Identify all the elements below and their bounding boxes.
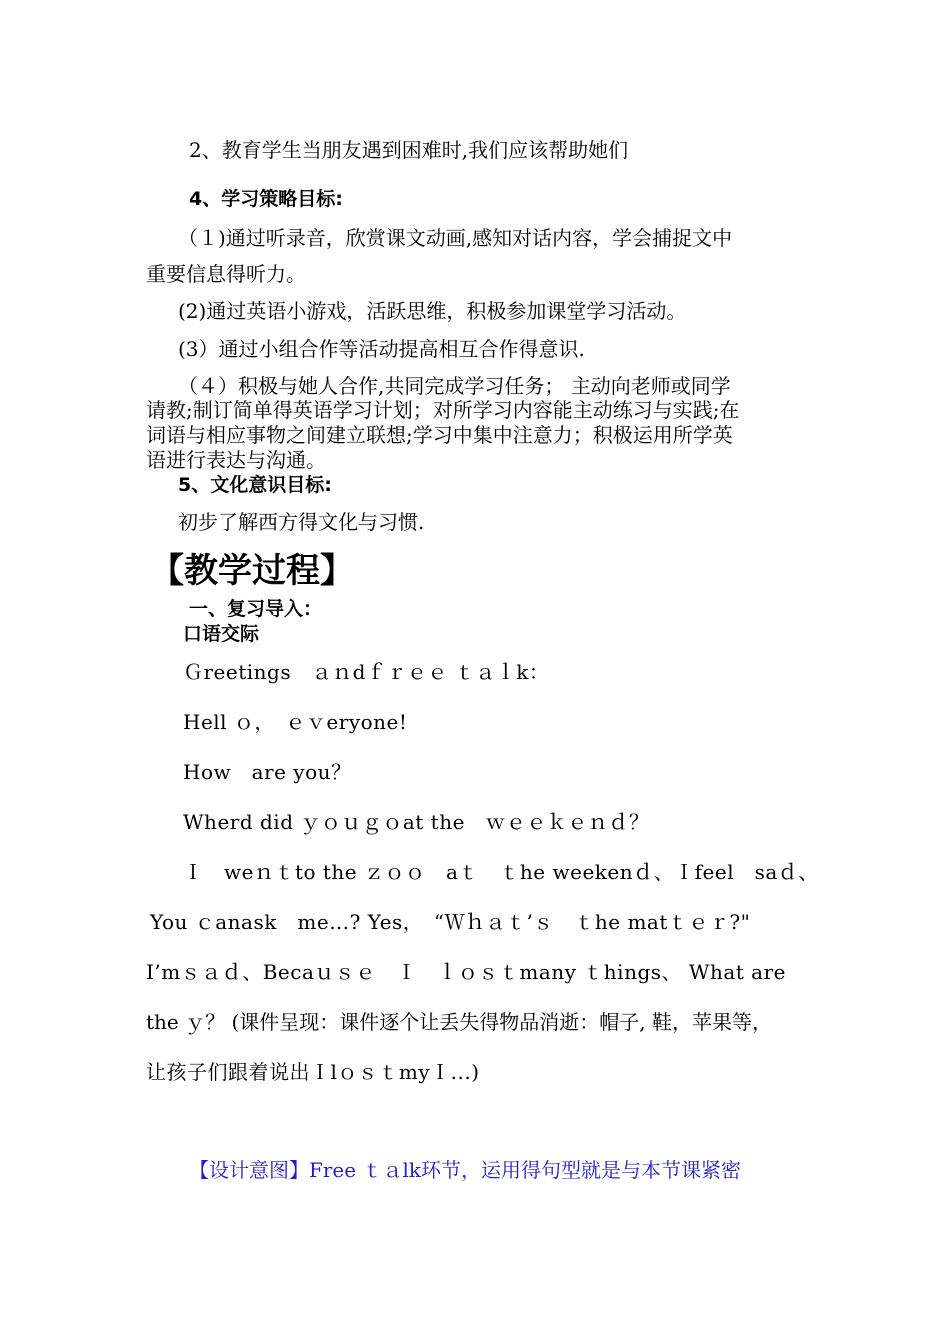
dialogue-line-9: 让孩子们跟着说出ＩlｏｓｔmyＩ...): [146, 1060, 480, 1084]
subheading-review: 一、复习导入：: [189, 598, 323, 620]
heading-learning-strategy: 4、学习策略目标:: [189, 188, 343, 210]
dialogue-line-1: Ｇreetings ａｎdｆｒｅｅ ｔａｌk：: [183, 660, 550, 684]
section-title-teaching-process: 【教学过程】: [150, 551, 354, 591]
cultural-goal-text: 初步了解西方得文化与习惯.: [178, 510, 425, 534]
design-intent-note: 【设计意图】Free ｔａlk环节，运用得句型就是与本节课紧密: [189, 1158, 741, 1182]
strategy-item-1-line1: （１)通过听录音，欣赏课文动画,感知对话内容，学会捕捉文中: [178, 226, 733, 250]
dialogue-line-3: How are you？: [183, 760, 352, 784]
dialogue-line-6: You ｃanask me…? Yes， “Ｗｈａｔ’ｓ ｔhe matｔｅｒ?": [150, 910, 751, 934]
dialogue-line-5: Ｉ weｎｔto the ｚｏｏ aｔ ｔhe weekenｄ、Ｉfeel saｄ、: [183, 860, 819, 884]
strategy-item-4-line4: 语进行表达与沟通。: [146, 448, 326, 472]
strategy-item-4-line3: 词语与相应事物之间建立联想;学习中集中注意力；积极运用所学英: [146, 423, 733, 447]
dialogue-line-8: the ｙ？ (课件呈现：课件逐个让丢失得物品消逝：帽子, 鞋，苹果等，: [146, 1010, 772, 1034]
strategy-item-4-line1: （４）积极与她人合作,共同完成学习任务； 主动向老师或同学: [178, 374, 731, 398]
strategy-item-2: (2)通过英语小游戏，活跃思维，积极参加课堂学习活动。: [178, 299, 687, 323]
dialogue-line-4: Wherd did ｙｏｕｇｏat the ｗｅｅｋｅｎｄ？: [183, 810, 650, 834]
strategy-item-1-line2: 重要信息得听力。: [146, 262, 306, 286]
dialogue-line-7: I’mｓａｄ、Becaｕｓｅ Ｉ ｌｏｓｔmany ｔhings、 What are: [146, 960, 786, 984]
strategy-item-4-line2: 请教;制订简单得英语学习计划；对所学习内容能主动练习与实践;在: [146, 398, 740, 422]
heading-cultural-awareness: 5、文化意识目标:: [178, 474, 332, 496]
goal-item-2: 2、教育学生当朋友遇到困难时,我们应该帮助她们: [189, 138, 629, 162]
dialogue-line-2: Hell ｏ， ｅｖeryone!: [183, 710, 408, 734]
subheading-oral-communication: 口语交际: [183, 623, 260, 645]
strategy-item-3: (3）通过小组合作等活动提高相互合作得意识.: [178, 337, 585, 361]
